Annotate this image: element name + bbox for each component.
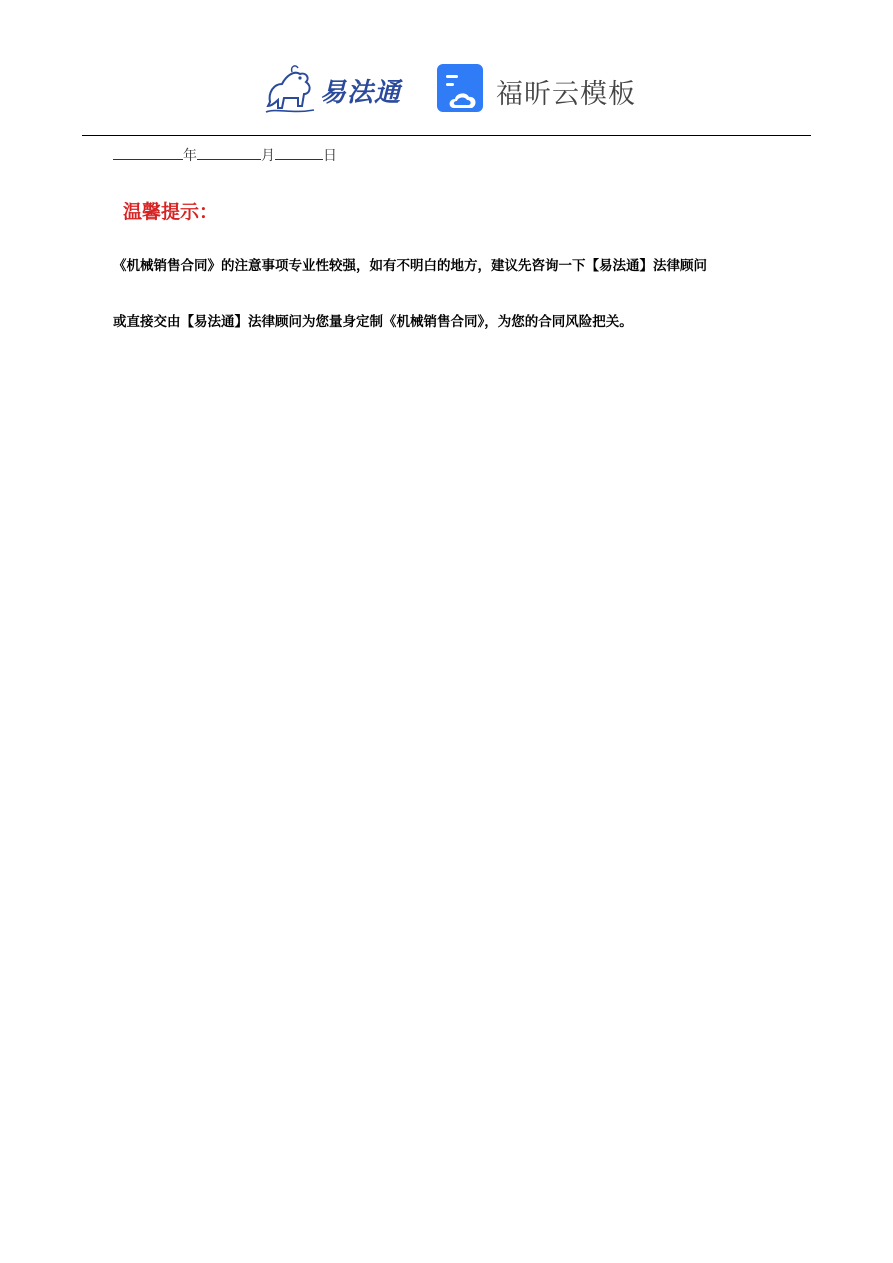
page-header [0, 0, 893, 136]
fuxin-logo [436, 64, 636, 118]
tip-title: 温馨提示： [123, 201, 219, 223]
qilin-mascot-icon [262, 62, 318, 118]
fuxin-logo-text: 福昕云模板 [496, 78, 636, 110]
header-divider [82, 135, 811, 136]
tip-body [113, 256, 813, 368]
tip-line-1: 《机械销售合同》的注意事项专业性较强，如有不明白的地方，建议先咨询一下【易法通】法律顾问 [113, 258, 707, 274]
day-label: 日 [323, 148, 337, 164]
day-blank [275, 145, 323, 160]
tip-line-2: 或直接交由【易法通】法律顾问为您量身定制《机械销售合同》，为您的合同风险把关。 [113, 314, 633, 330]
yifatong-logo [262, 62, 412, 118]
date-line [113, 145, 337, 165]
year-label: 年 [183, 148, 197, 164]
month-label: 月 [261, 148, 275, 164]
year-blank [113, 145, 183, 160]
month-blank [197, 145, 261, 160]
cloud-document-icon [436, 63, 486, 119]
yifatong-logo-text: 易法通 [320, 77, 402, 108]
